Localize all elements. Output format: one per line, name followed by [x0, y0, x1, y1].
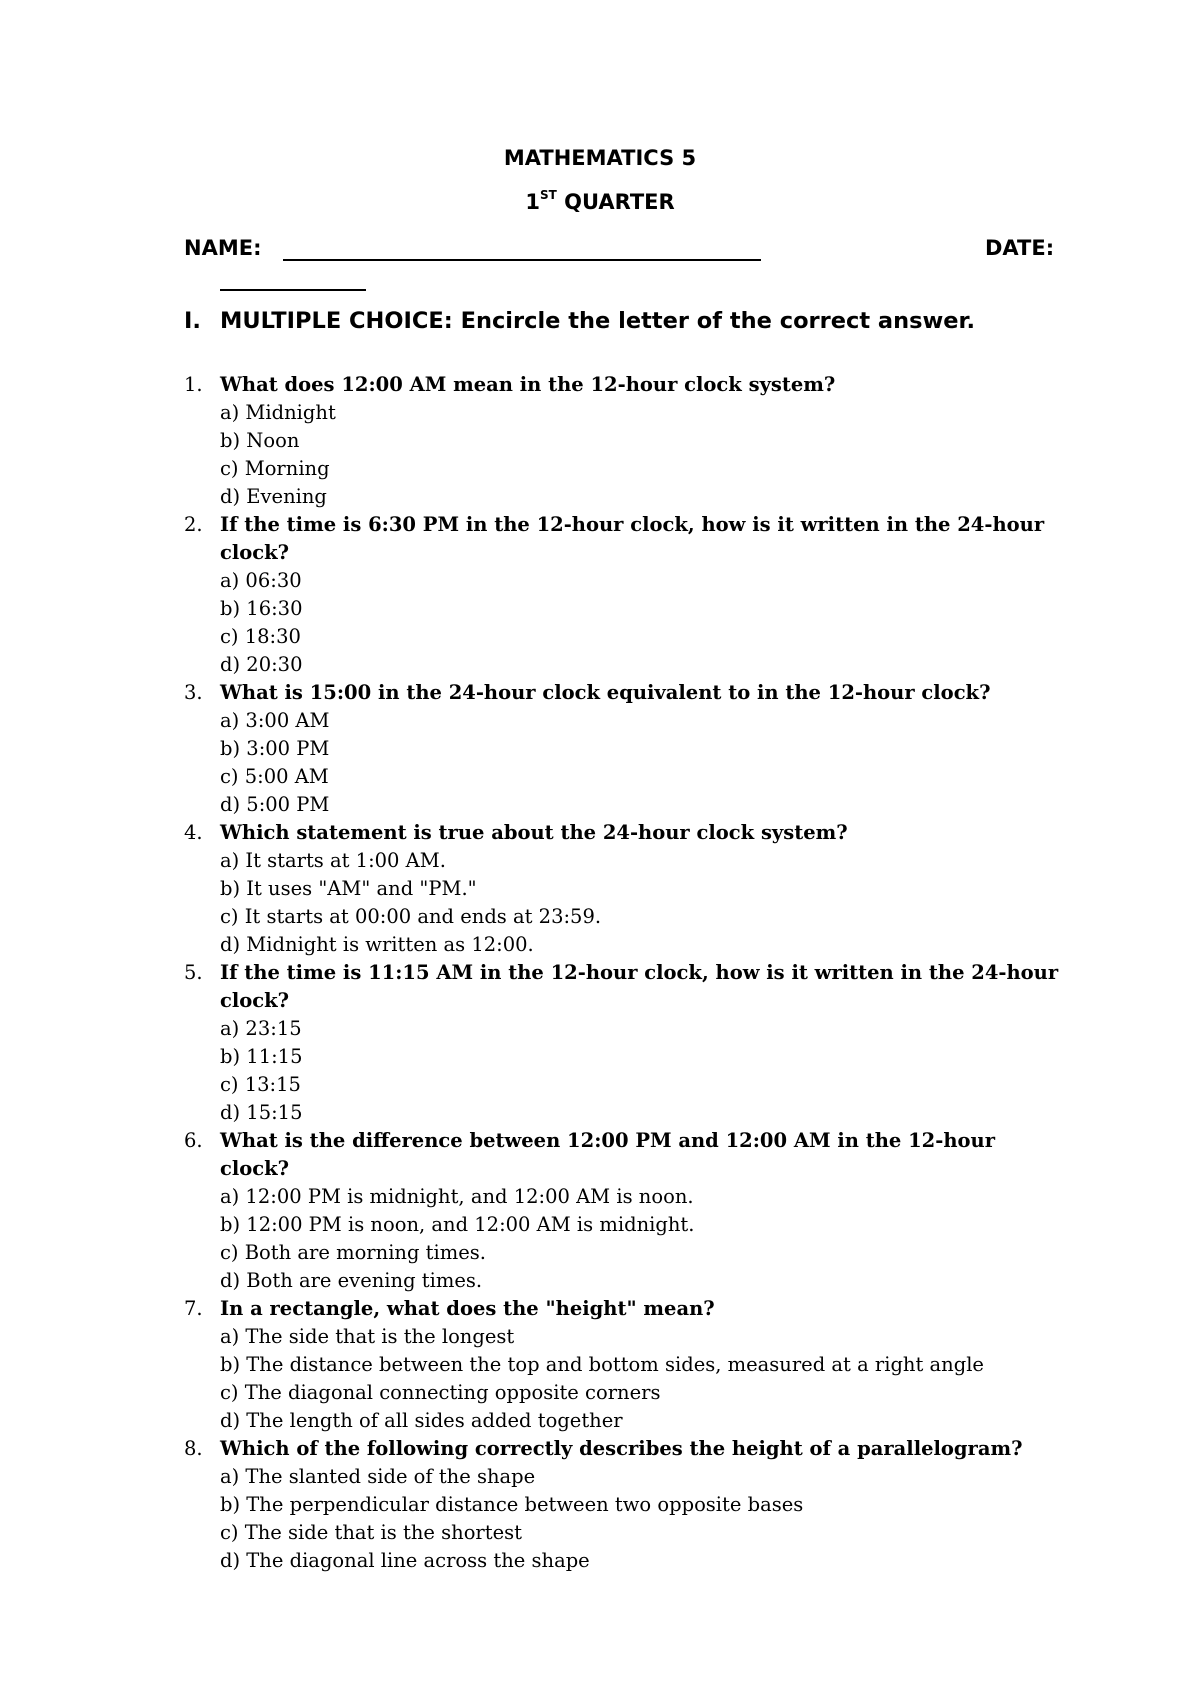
answer-option[interactable]: c) 5:00 AM — [220, 765, 329, 788]
answer-option[interactable]: a) 23:15 — [220, 1017, 302, 1040]
answer-option[interactable]: b) 11:15 — [220, 1045, 303, 1068]
question-item — [184, 1127, 1064, 1295]
question-text: What is 15:00 in the 24-hour clock equivalent to in the 12-hour clock? — [220, 681, 991, 704]
answer-option[interactable]: c) Both are morning times. — [220, 1241, 486, 1264]
answer-option[interactable]: a) 3:00 AM — [220, 709, 330, 732]
question-text: In a rectangle, what does the "height" mean? — [220, 1297, 715, 1320]
question-item — [184, 679, 1064, 819]
question-number: 1. — [184, 373, 203, 396]
answer-option[interactable]: c) The diagonal connecting opposite corners — [220, 1381, 661, 1404]
answer-option[interactable]: b) The distance between the top and bottom sides, measured at a right angle — [220, 1353, 984, 1376]
question-item — [184, 959, 1064, 1127]
answer-option[interactable]: d) Midnight is written as 12:00. — [220, 933, 534, 956]
answer-option[interactable]: b) 16:30 — [220, 597, 303, 620]
answer-option[interactable]: c) 18:30 — [220, 625, 301, 648]
question-text: If the time is 11:15 AM in the 12-hour clock, how is it written in the 24-hour clock? — [220, 961, 1059, 1012]
question-number: 8. — [184, 1437, 203, 1460]
answer-option[interactable]: a) Midnight — [220, 401, 336, 424]
answer-option[interactable]: a) The slanted side of the shape — [220, 1465, 536, 1488]
quarter-heading — [0, 190, 1200, 214]
question-item — [184, 1295, 1064, 1435]
section-title: MULTIPLE CHOICE: Encircle the letter of the correct answer. — [220, 308, 975, 334]
question-text: If the time is 6:30 PM in the 12-hour clock, how is it written in the 24-hour clock? — [220, 513, 1045, 564]
question-number: 7. — [184, 1297, 203, 1320]
answer-option[interactable]: d) 20:30 — [220, 653, 303, 676]
date-label: DATE: — [985, 236, 1055, 260]
answer-option[interactable]: a) 06:30 — [220, 569, 302, 592]
answer-option[interactable]: a) 12:00 PM is midnight, and 12:00 AM is noon. — [220, 1185, 694, 1208]
question-text: What does 12:00 AM mean in the 12-hour clock system? — [220, 373, 836, 396]
answer-option[interactable]: d) Evening — [220, 485, 327, 508]
answer-option[interactable]: c) Morning — [220, 457, 330, 480]
question-number: 5. — [184, 961, 203, 984]
name-label: NAME: — [184, 236, 262, 260]
quarter-superscript: ST — [539, 188, 557, 202]
answer-option[interactable]: d) 15:15 — [220, 1101, 303, 1124]
question-list — [184, 371, 1064, 1575]
question-text: Which of the following correctly describes the height of a parallelogram? — [220, 1437, 1023, 1460]
question-text: Which statement is true about the 24-hour clock system? — [220, 821, 848, 844]
answer-option[interactable]: d) The diagonal line across the shape — [220, 1549, 590, 1572]
question-number: 4. — [184, 821, 203, 844]
quarter-number: 1 — [525, 190, 540, 214]
name-blank-line — [283, 259, 761, 261]
answer-option[interactable]: c) 13:15 — [220, 1073, 301, 1096]
answer-option[interactable]: a) The side that is the longest — [220, 1325, 515, 1348]
answer-option[interactable]: c) The side that is the shortest — [220, 1521, 522, 1544]
answer-option[interactable]: a) It starts at 1:00 AM. — [220, 849, 446, 872]
answer-option[interactable]: b) 3:00 PM — [220, 737, 330, 760]
answer-option[interactable]: b) The perpendicular distance between two opposite bases — [220, 1493, 804, 1516]
section-heading — [184, 308, 975, 334]
question-item — [184, 819, 1064, 959]
question-number: 2. — [184, 513, 203, 536]
answer-option[interactable]: d) The length of all sides added together — [220, 1409, 623, 1432]
answer-option[interactable]: b) 12:00 PM is noon, and 12:00 AM is midnight. — [220, 1213, 695, 1236]
question-item — [184, 1435, 1064, 1575]
answer-option[interactable]: b) Noon — [220, 429, 300, 452]
question-text: What is the difference between 12:00 PM and 12:00 AM in the 12-hour clock? — [220, 1129, 995, 1180]
answer-option[interactable]: b) It uses "AM" and "PM." — [220, 877, 477, 900]
question-number: 6. — [184, 1129, 203, 1152]
answer-option[interactable]: d) 5:00 PM — [220, 793, 330, 816]
answer-option[interactable]: c) It starts at 00:00 and ends at 23:59. — [220, 905, 602, 928]
question-item — [184, 511, 1064, 679]
section-number: I. — [184, 308, 201, 334]
date-blank-line — [220, 289, 366, 291]
answer-option[interactable]: d) Both are evening times. — [220, 1269, 483, 1292]
document-title: MATHEMATICS 5 — [503, 146, 697, 170]
quarter-word: QUARTER — [564, 190, 675, 214]
question-number: 3. — [184, 681, 203, 704]
question-item — [184, 371, 1064, 511]
